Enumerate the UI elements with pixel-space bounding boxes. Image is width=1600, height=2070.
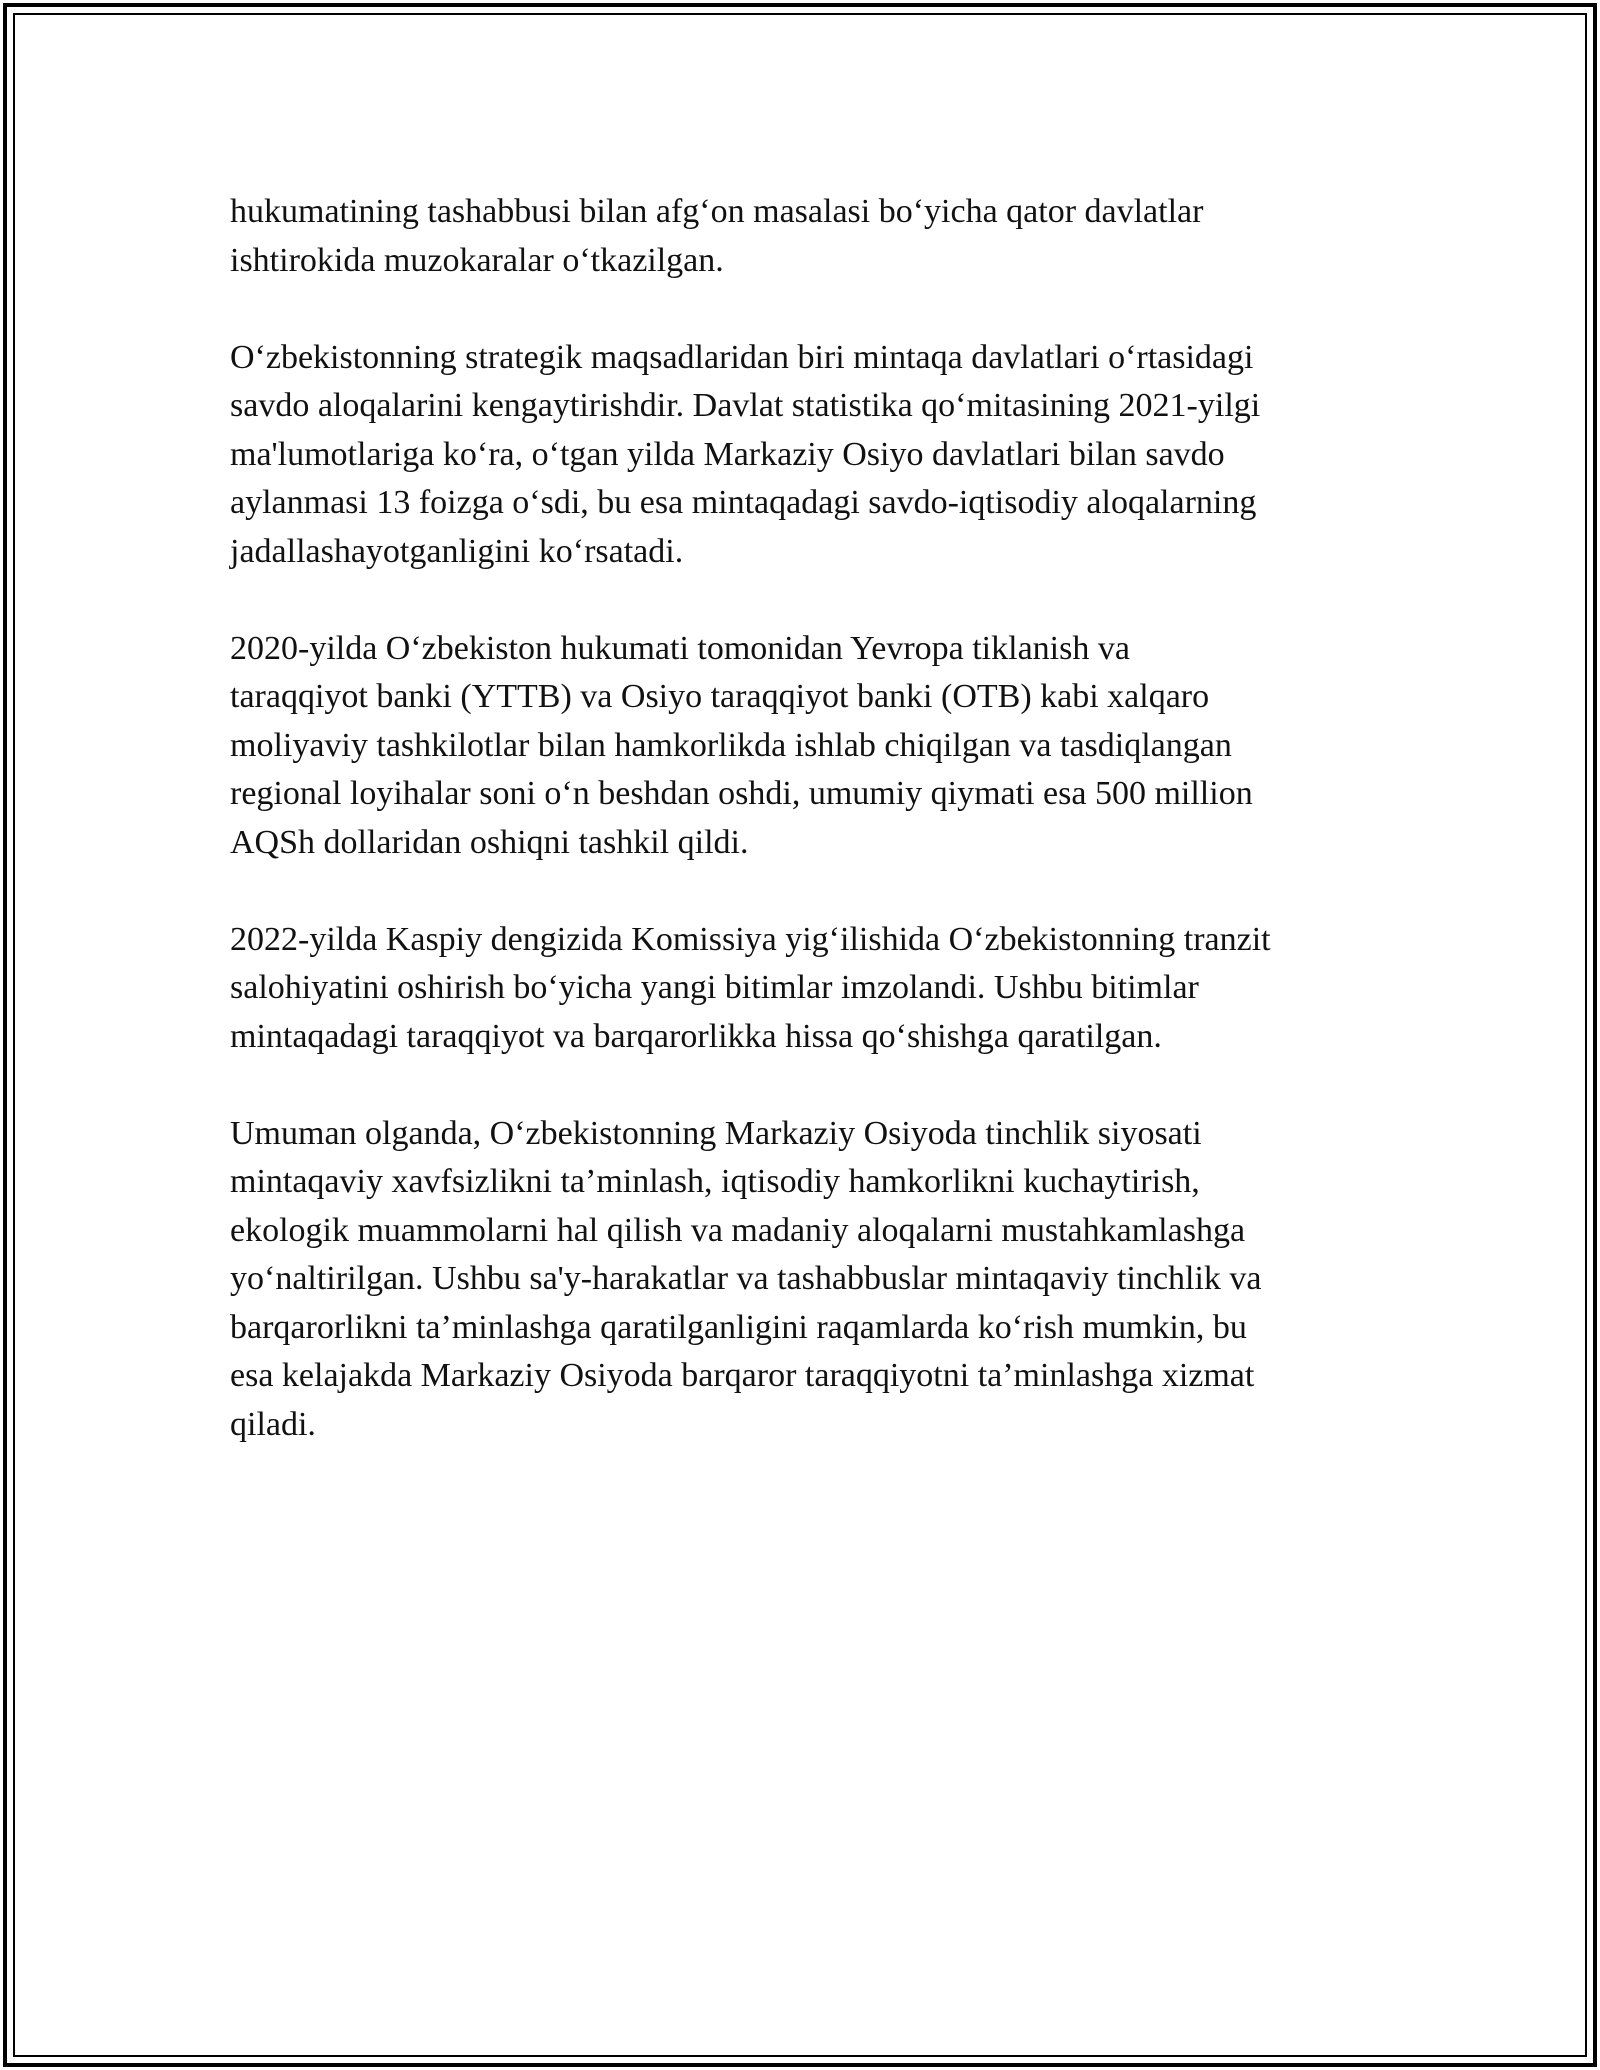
paragraph-regional-projects: 2020-yilda O‘zbekiston hukumati tomonidan Yevropa tiklanish va taraqqiyot banki (YTTB) va Osiyo taraqqiyot banki (OTB) kabi xalqaro moliyaviy tashkilotlar bilan hamkorlikda ishlab chiqilgan va tasdiqlangan regional loyihalar soni o‘n beshdan oshdi, umumiy qiymati esa 500 million AQSh dollaridan oshiqni tashkil qildi. bbox=[230, 629, 1253, 861]
paragraph-afghan-negotiations: hukumatining tashabbusi bilan afg‘on masalasi bo‘yicha qator davlatlar ishtirokida muzokaralar o‘tkazilgan. bbox=[230, 193, 1204, 279]
document-body bbox=[230, 188, 1370, 1498]
paragraph-conclusion: Umuman olganda, O‘zbekistonning Markaziy Osiyoda tinchlik siyosati mintaqaviy xavfsizlikni ta’minlash, iqtisodiy hamkorlikni kuchaytirish, ekologik muammolarni hal qilish va madaniy aloqalarni mustahkamlashga yo‘naltirilgan. Ushbu sa'y-harakatlar va tashabbuslar mintaqaviy tinchlik va barqarorlikni ta’minlashga qaratilganligini raqamlarda ko‘rish mumkin, bu esa kelajakda Markaziy Osiyoda barqaror taraqqiyotni ta’minlashga xizmat qiladi. bbox=[230, 1114, 1262, 1443]
paragraph-caspian-agreements: 2022-yilda Kaspiy dengizida Komissiya yig‘ilishida O‘zbekistonning tranzit salohiyatini oshirish bo‘yicha yangi bitimlar imzolandi. Ushbu bitimlar mintaqadagi taraqqiyot va barqarorlikka hissa qo‘shishga qaratilgan. bbox=[230, 920, 1271, 1055]
paragraph-trade-relations: O‘zbekistonning strategik maqsadlaridan biri mintaqa davlatlari o‘rtasidagi savdo aloqalarini kengaytirishdir. Davlat statistika qo‘mitasining 2021-yilgi ma'lumotlariga ko‘ra, o‘tgan yilda Markaziy Osiyo davlatlari bilan savdo aylanmasi 13 foizga o‘sdi, bu esa mintaqadagi savdo-iqtisodiy aloqalarning jadallashayotganligini ko‘rsatadi. bbox=[230, 338, 1261, 570]
